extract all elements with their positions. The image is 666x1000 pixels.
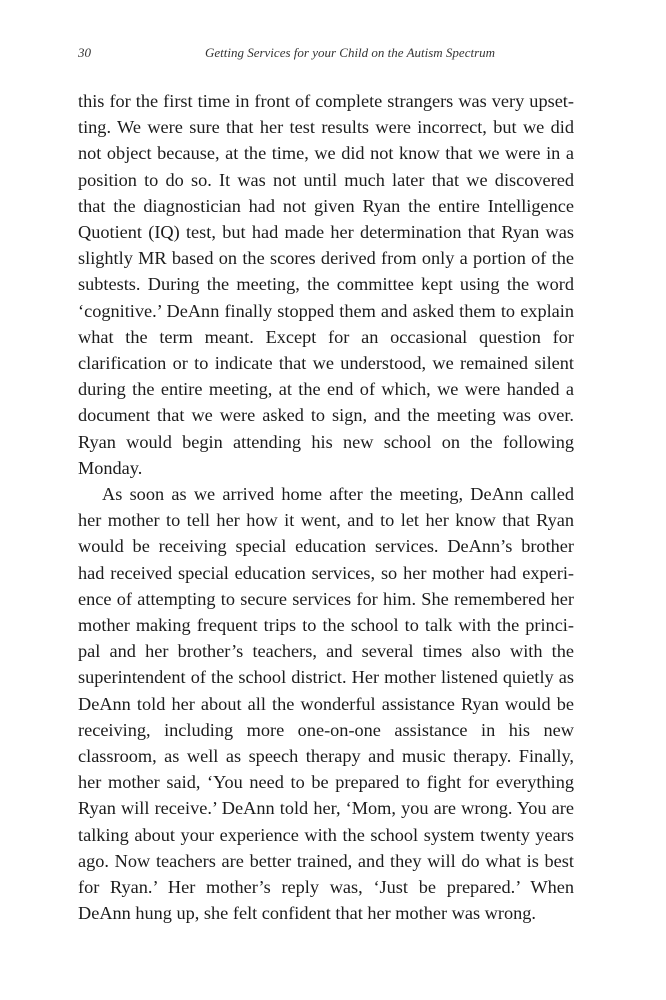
paragraph-continued: this for the first time in front of complete strangers was very upsetting. We were sure that her test results were incorrect, but we did not object because, at the time, we did not know that we were in a position to do so. It was not until much later that we discovered that the diagnostician had not given Ryan the entire Intelligence Quotient (IQ) test, but had made her determination that Ryan was slightly MR based on the scores derived from only a portion of the subtests. During the meeting, the committee kept using the word ‘cognitive.’ DeAnn finally stopped them and asked them to explain what the term meant. Except for an occasional question for clarification or to indicate that we understood, we remained silent during the entire meeting, at the end of which, we were handed a document that we were asked to sign, and the meeting was over. Ryan would begin attending his new school on the following Monday. <box>78 91 574 478</box>
paragraph: As soon as we arrived home after the meeting, DeAnn called her mother to tell her how it went, and to let her know that Ryan would be receiving special education services. DeAnn’s brother had received special education services, so her mother had experience of attempting to secure services for him. She remembered her mother making frequent trips to the school to talk with the principal and her brother’s teachers, and several times also with the superintendent of the school district. Her mother listened quietly as DeAnn told her about all the wonderful assistance Ryan would be receiving, including more one-on-one assistance in his new classroom, as well as speech therapy and music therapy. Finally, her mother said, ‘You need to be prepared to fight for everything Ryan will receive.’ DeAnn told her, ‘Mom, you are wrong. You are talking about your experience with the school system twenty years ago. Now teachers are better trained, and they will do what is best for Ryan.’ Her mother’s reply was, ‘Just be prepared.’ When DeAnn hung up, she felt confident that her mother was wrong. <box>78 484 574 924</box>
running-header-title: Getting Services for your Child on the Autism Spectrum <box>204 45 496 60</box>
page-number: 30 <box>78 45 91 60</box>
body-text <box>78 88 574 927</box>
running-header <box>78 45 574 65</box>
